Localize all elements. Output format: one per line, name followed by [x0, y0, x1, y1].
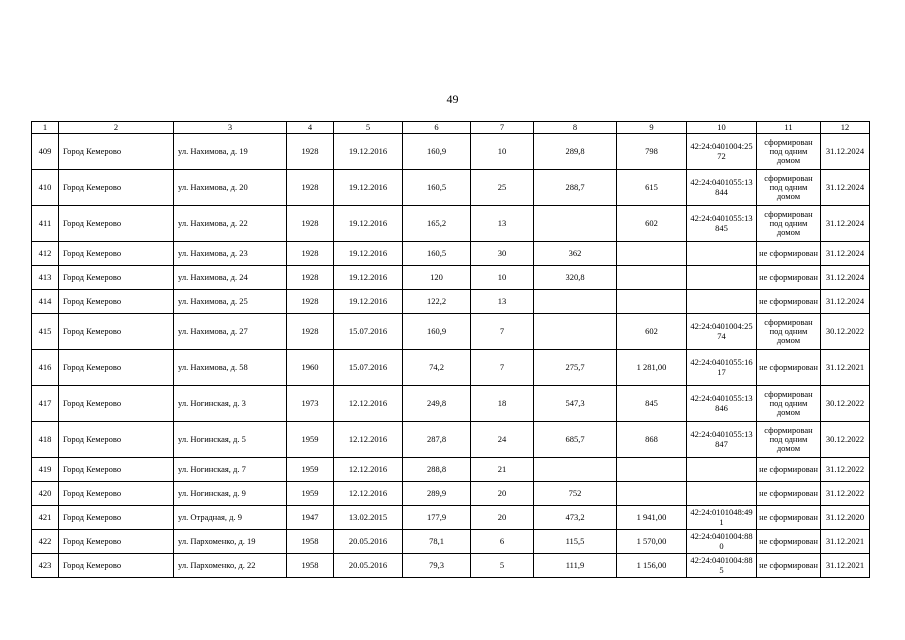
row-number-cell: 422 — [32, 530, 59, 554]
column-number: 7 — [471, 122, 534, 134]
residents-cell: 13 — [471, 290, 534, 314]
value-cell — [617, 458, 687, 482]
address-cell: ул. Нахимова, д. 25 — [174, 290, 287, 314]
column-number: 3 — [174, 122, 287, 134]
year-cell: 1959 — [287, 482, 334, 506]
address-cell: ул. Ногинская, д. 9 — [174, 482, 287, 506]
land-status-cell: сформирован под одним домом — [757, 422, 821, 458]
residents-cell: 20 — [471, 482, 534, 506]
year-cell: 1960 — [287, 350, 334, 386]
column-number: 10 — [687, 122, 757, 134]
address-cell: ул. Нахимова, д. 22 — [174, 206, 287, 242]
city-cell: Город Кемерово — [59, 422, 174, 458]
city-cell: Город Кемерово — [59, 350, 174, 386]
area-cell: 120 — [403, 266, 471, 290]
date-cell: 15.07.2016 — [334, 350, 403, 386]
deadline-cell: 31.12.2021 — [821, 554, 870, 578]
column-number: 8 — [534, 122, 617, 134]
column-number: 6 — [403, 122, 471, 134]
cadastral-number-cell — [687, 242, 757, 266]
value-cell: 615 — [617, 170, 687, 206]
land-status-cell: не сформирован — [757, 554, 821, 578]
table-row — [32, 170, 870, 206]
table-row — [32, 290, 870, 314]
value-cell: 1 941,00 — [617, 506, 687, 530]
cadastral-number-cell — [687, 290, 757, 314]
cadastral-number-cell — [687, 482, 757, 506]
residents-cell: 25 — [471, 170, 534, 206]
date-cell: 15.07.2016 — [334, 314, 403, 350]
date-cell: 19.12.2016 — [334, 134, 403, 170]
row-number-cell: 418 — [32, 422, 59, 458]
area-cell: 160,5 — [403, 170, 471, 206]
residents-cell: 10 — [471, 134, 534, 170]
area-cell: 122,2 — [403, 290, 471, 314]
date-cell: 19.12.2016 — [334, 290, 403, 314]
year-cell: 1947 — [287, 506, 334, 530]
column-number: 1 — [32, 122, 59, 134]
year-cell: 1959 — [287, 458, 334, 482]
land-area-cell — [534, 290, 617, 314]
residents-cell: 30 — [471, 242, 534, 266]
deadline-cell: 31.12.2022 — [821, 482, 870, 506]
cadastral-number-cell: 42:24:0401055:13847 — [687, 422, 757, 458]
area-cell: 165,2 — [403, 206, 471, 242]
residents-cell: 24 — [471, 422, 534, 458]
residents-cell: 20 — [471, 506, 534, 530]
land-area-cell: 547,3 — [534, 386, 617, 422]
city-cell: Город Кемерово — [59, 314, 174, 350]
year-cell: 1928 — [287, 242, 334, 266]
area-cell: 79,3 — [403, 554, 471, 578]
land-status-cell: не сформирован — [757, 350, 821, 386]
deadline-cell: 31.12.2020 — [821, 506, 870, 530]
year-cell: 1958 — [287, 530, 334, 554]
land-status-cell: сформирован под одним домом — [757, 206, 821, 242]
value-cell — [617, 266, 687, 290]
cadastral-number-cell: 42:24:0401055:1617 — [687, 350, 757, 386]
address-cell: ул. Нахимова, д. 23 — [174, 242, 287, 266]
deadline-cell: 31.12.2024 — [821, 266, 870, 290]
cadastral-number-cell: 42:24:0401004:2574 — [687, 314, 757, 350]
value-cell: 1 281,00 — [617, 350, 687, 386]
city-cell: Город Кемерово — [59, 386, 174, 422]
row-number-cell: 415 — [32, 314, 59, 350]
city-cell: Город Кемерово — [59, 134, 174, 170]
land-area-cell — [534, 206, 617, 242]
table-row — [32, 422, 870, 458]
value-cell: 845 — [617, 386, 687, 422]
table-row — [32, 506, 870, 530]
table-row — [32, 134, 870, 170]
date-cell: 12.12.2016 — [334, 458, 403, 482]
city-cell: Город Кемерово — [59, 554, 174, 578]
date-cell: 19.12.2016 — [334, 170, 403, 206]
cadastral-number-cell — [687, 458, 757, 482]
land-status-cell: сформирован под одним домом — [757, 314, 821, 350]
row-number-cell: 413 — [32, 266, 59, 290]
address-cell: ул. Нахимова, д. 58 — [174, 350, 287, 386]
row-number-cell: 411 — [32, 206, 59, 242]
housing-registry-table — [31, 121, 870, 578]
date-cell: 19.12.2016 — [334, 206, 403, 242]
address-cell: ул. Отрадная, д. 9 — [174, 506, 287, 530]
table-row — [32, 554, 870, 578]
deadline-cell: 30.12.2022 — [821, 422, 870, 458]
land-status-cell: не сформирован — [757, 266, 821, 290]
table-row — [32, 314, 870, 350]
year-cell: 1973 — [287, 386, 334, 422]
address-cell: ул. Пархоменко, д. 19 — [174, 530, 287, 554]
cadastral-number-cell: 42:24:0401004:885 — [687, 554, 757, 578]
column-number-row — [32, 122, 870, 134]
year-cell: 1959 — [287, 422, 334, 458]
city-cell: Город Кемерово — [59, 206, 174, 242]
value-cell: 602 — [617, 206, 687, 242]
address-cell: ул. Пархоменко, д. 22 — [174, 554, 287, 578]
date-cell: 19.12.2016 — [334, 242, 403, 266]
address-cell: ул. Ногинская, д. 3 — [174, 386, 287, 422]
deadline-cell: 31.12.2022 — [821, 458, 870, 482]
area-cell: 160,9 — [403, 314, 471, 350]
cadastral-number-cell — [687, 266, 757, 290]
value-cell — [617, 482, 687, 506]
land-area-cell: 362 — [534, 242, 617, 266]
deadline-cell: 31.12.2024 — [821, 206, 870, 242]
city-cell: Город Кемерово — [59, 530, 174, 554]
value-cell: 602 — [617, 314, 687, 350]
row-number-cell: 421 — [32, 506, 59, 530]
residents-cell: 18 — [471, 386, 534, 422]
row-number-cell: 419 — [32, 458, 59, 482]
value-cell: 1 570,00 — [617, 530, 687, 554]
row-number-cell: 416 — [32, 350, 59, 386]
table-row — [32, 266, 870, 290]
address-cell: ул. Ногинская, д. 7 — [174, 458, 287, 482]
land-area-cell: 289,8 — [534, 134, 617, 170]
value-cell: 868 — [617, 422, 687, 458]
year-cell: 1958 — [287, 554, 334, 578]
deadline-cell: 31.12.2024 — [821, 242, 870, 266]
table-row — [32, 242, 870, 266]
year-cell: 1928 — [287, 290, 334, 314]
date-cell: 13.02.2015 — [334, 506, 403, 530]
city-cell: Город Кемерово — [59, 458, 174, 482]
column-number: 5 — [334, 122, 403, 134]
city-cell: Город Кемерово — [59, 506, 174, 530]
date-cell: 12.12.2016 — [334, 422, 403, 458]
table-row — [32, 206, 870, 242]
table-row — [32, 350, 870, 386]
row-number-cell: 410 — [32, 170, 59, 206]
land-status-cell: не сформирован — [757, 458, 821, 482]
city-cell: Город Кемерово — [59, 266, 174, 290]
land-status-cell: сформирован под одним домом — [757, 386, 821, 422]
table-row — [32, 458, 870, 482]
cadastral-number-cell: 42:24:0401004:2572 — [687, 134, 757, 170]
land-status-cell: не сформирован — [757, 290, 821, 314]
row-number-cell: 417 — [32, 386, 59, 422]
city-cell: Город Кемерово — [59, 290, 174, 314]
date-cell: 12.12.2016 — [334, 482, 403, 506]
table-body — [32, 134, 870, 578]
value-cell: 798 — [617, 134, 687, 170]
land-status-cell: сформирован под одним домом — [757, 170, 821, 206]
cadastral-number-cell: 42:24:0401055:13846 — [687, 386, 757, 422]
land-area-cell: 752 — [534, 482, 617, 506]
land-area-cell: 685,7 — [534, 422, 617, 458]
address-cell: ул. Нахимова, д. 24 — [174, 266, 287, 290]
deadline-cell: 30.12.2022 — [821, 386, 870, 422]
residents-cell: 7 — [471, 314, 534, 350]
row-number-cell: 420 — [32, 482, 59, 506]
residents-cell: 6 — [471, 530, 534, 554]
table-row — [32, 482, 870, 506]
value-cell — [617, 290, 687, 314]
land-area-cell — [534, 458, 617, 482]
year-cell: 1928 — [287, 170, 334, 206]
area-cell: 78,1 — [403, 530, 471, 554]
cadastral-number-cell: 42:24:0401004:880 — [687, 530, 757, 554]
row-number-cell: 412 — [32, 242, 59, 266]
area-cell: 287,8 — [403, 422, 471, 458]
cadastral-number-cell: 42:24:0101048:491 — [687, 506, 757, 530]
land-status-cell: не сформирован — [757, 242, 821, 266]
column-number: 11 — [757, 122, 821, 134]
row-number-cell: 414 — [32, 290, 59, 314]
page-number: 49 — [446, 92, 459, 106]
area-cell: 288,8 — [403, 458, 471, 482]
deadline-cell: 31.12.2024 — [821, 290, 870, 314]
area-cell: 289,9 — [403, 482, 471, 506]
land-area-cell: 288,7 — [534, 170, 617, 206]
area-cell: 160,9 — [403, 134, 471, 170]
cadastral-number-cell: 42:24:0401055:13844 — [687, 170, 757, 206]
deadline-cell: 31.12.2024 — [821, 170, 870, 206]
land-area-cell: 111,9 — [534, 554, 617, 578]
area-cell: 160,5 — [403, 242, 471, 266]
deadline-cell: 31.12.2021 — [821, 350, 870, 386]
column-number: 12 — [821, 122, 870, 134]
address-cell: ул. Ногинская, д. 5 — [174, 422, 287, 458]
area-cell: 177,9 — [403, 506, 471, 530]
residents-cell: 5 — [471, 554, 534, 578]
column-number: 4 — [287, 122, 334, 134]
date-cell: 20.05.2016 — [334, 554, 403, 578]
cadastral-number-cell: 42:24:0401055:13845 — [687, 206, 757, 242]
row-number-cell: 409 — [32, 134, 59, 170]
area-cell: 74,2 — [403, 350, 471, 386]
deadline-cell: 31.12.2021 — [821, 530, 870, 554]
year-cell: 1928 — [287, 134, 334, 170]
year-cell: 1928 — [287, 206, 334, 242]
address-cell: ул. Нахимова, д. 20 — [174, 170, 287, 206]
row-number-cell: 423 — [32, 554, 59, 578]
year-cell: 1928 — [287, 314, 334, 350]
land-area-cell: 275,7 — [534, 350, 617, 386]
land-area-cell — [534, 314, 617, 350]
city-cell: Город Кемерово — [59, 482, 174, 506]
date-cell: 12.12.2016 — [334, 386, 403, 422]
land-area-cell: 115,5 — [534, 530, 617, 554]
area-cell: 249,8 — [403, 386, 471, 422]
city-cell: Город Кемерово — [59, 170, 174, 206]
residents-cell: 21 — [471, 458, 534, 482]
residents-cell: 10 — [471, 266, 534, 290]
address-cell: ул. Нахимова, д. 19 — [174, 134, 287, 170]
land-area-cell: 320,8 — [534, 266, 617, 290]
land-status-cell: не сформирован — [757, 506, 821, 530]
table-row — [32, 386, 870, 422]
residents-cell: 7 — [471, 350, 534, 386]
address-cell: ул. Нахимова, д. 27 — [174, 314, 287, 350]
table-row — [32, 530, 870, 554]
column-number: 9 — [617, 122, 687, 134]
city-cell: Город Кемерово — [59, 242, 174, 266]
land-status-cell: не сформирован — [757, 482, 821, 506]
land-status-cell: не сформирован — [757, 530, 821, 554]
date-cell: 19.12.2016 — [334, 266, 403, 290]
residents-cell: 13 — [471, 206, 534, 242]
deadline-cell: 31.12.2024 — [821, 134, 870, 170]
date-cell: 20.05.2016 — [334, 530, 403, 554]
value-cell: 1 156,00 — [617, 554, 687, 578]
column-number: 2 — [59, 122, 174, 134]
value-cell — [617, 242, 687, 266]
deadline-cell: 30.12.2022 — [821, 314, 870, 350]
year-cell: 1928 — [287, 266, 334, 290]
land-status-cell: сформирован под одним домом — [757, 134, 821, 170]
land-area-cell: 473,2 — [534, 506, 617, 530]
